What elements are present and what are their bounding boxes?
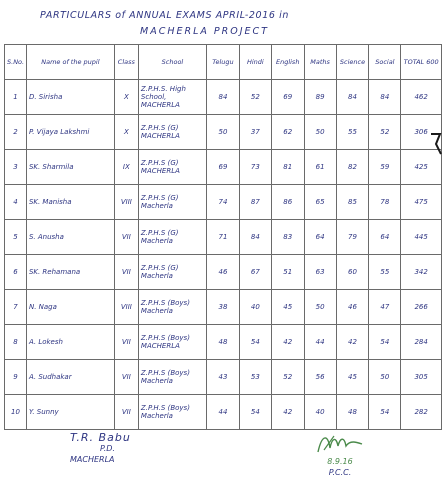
header-name: Name of the pupil bbox=[26, 45, 114, 80]
cell-hindi: 54 bbox=[239, 395, 271, 430]
header-social: Social bbox=[369, 45, 401, 80]
cell-english: 81 bbox=[271, 150, 304, 185]
table-body bbox=[5, 80, 442, 430]
cell-school: Z.P.H.S (Boys) Macherla bbox=[138, 290, 206, 325]
cell-sno: 3 bbox=[5, 150, 27, 185]
cell-name: A. Sudhakar bbox=[26, 360, 114, 395]
cell-class: X bbox=[114, 115, 138, 150]
cell-maths: 50 bbox=[304, 115, 336, 150]
cell-name: Y. Sunny bbox=[26, 395, 114, 430]
table-row bbox=[5, 185, 442, 220]
cell-maths: 61 bbox=[304, 150, 336, 185]
cell-sno: 10 bbox=[5, 395, 27, 430]
cell-science: 84 bbox=[336, 80, 369, 115]
signature-pcc-scrawl-icon bbox=[310, 430, 370, 456]
cell-hindi: 84 bbox=[239, 220, 271, 255]
cell-sno: 4 bbox=[5, 185, 27, 220]
cell-telugu: 84 bbox=[206, 80, 239, 115]
cell-maths: 44 bbox=[304, 325, 336, 360]
cell-hindi: 54 bbox=[239, 325, 271, 360]
cell-school: Z.P.H.S (Boys) Macherla bbox=[138, 360, 206, 395]
cell-name: S. Anusha bbox=[26, 220, 114, 255]
cell-total: 282 bbox=[401, 395, 442, 430]
cell-hindi: 52 bbox=[239, 80, 271, 115]
cell-english: 69 bbox=[271, 80, 304, 115]
cell-english: 52 bbox=[271, 360, 304, 395]
table-header bbox=[5, 45, 442, 80]
cell-school: Z.P.H.S (G) MACHERLA bbox=[138, 115, 206, 150]
signature-pd-scrawl: T.R. Babu bbox=[70, 431, 131, 444]
table-row bbox=[5, 360, 442, 395]
signature-block-pd bbox=[70, 432, 160, 465]
cell-social: 47 bbox=[369, 290, 401, 325]
cell-total: 342 bbox=[401, 255, 442, 290]
cell-telugu: 74 bbox=[206, 185, 239, 220]
cell-telugu: 44 bbox=[206, 395, 239, 430]
cell-class: IX bbox=[114, 150, 138, 185]
cell-total: 305 bbox=[401, 360, 442, 395]
cell-science: 79 bbox=[336, 220, 369, 255]
cell-social: 78 bbox=[369, 185, 401, 220]
cell-name: P. Vijaya Lakshmi bbox=[26, 115, 114, 150]
header-science: Science bbox=[336, 45, 369, 80]
cell-hindi: 87 bbox=[239, 185, 271, 220]
cell-science: 55 bbox=[336, 115, 369, 150]
cell-total: 462 bbox=[401, 80, 442, 115]
cell-school: Z.P.H.S (G) Macherla bbox=[138, 185, 206, 220]
cell-sno: 8 bbox=[5, 325, 27, 360]
signature-pd-role: P.D. bbox=[100, 444, 115, 453]
cell-science: 46 bbox=[336, 290, 369, 325]
cell-hindi: 67 bbox=[239, 255, 271, 290]
cell-name: D. Sirisha bbox=[26, 80, 114, 115]
header-total: TOTAL 600 bbox=[401, 45, 442, 80]
cell-social: 64 bbox=[369, 220, 401, 255]
cell-class: VIII bbox=[114, 290, 138, 325]
cell-school: Z.P.H.S (Boys) Macherla bbox=[138, 395, 206, 430]
cell-social: 59 bbox=[369, 150, 401, 185]
cell-english: 62 bbox=[271, 115, 304, 150]
cell-hindi: 40 bbox=[239, 290, 271, 325]
cell-telugu: 48 bbox=[206, 325, 239, 360]
cell-school: Z.P.H.S (G) Macherla bbox=[138, 220, 206, 255]
cell-science: 82 bbox=[336, 150, 369, 185]
cell-science: 60 bbox=[336, 255, 369, 290]
margin-tick-mark bbox=[428, 130, 444, 160]
title-line-1: PARTICULARS of ANNUAL EXAMS APRIL-2016 in bbox=[40, 10, 289, 21]
cell-social: 84 bbox=[369, 80, 401, 115]
signature-pd-place: MACHERLA bbox=[70, 455, 115, 464]
cell-class: VIII bbox=[114, 185, 138, 220]
header-sno: S.No. bbox=[5, 45, 27, 80]
cell-sno: 5 bbox=[5, 220, 27, 255]
cell-telugu: 38 bbox=[206, 290, 239, 325]
table-row bbox=[5, 395, 442, 430]
cell-hindi: 73 bbox=[239, 150, 271, 185]
table-row bbox=[5, 290, 442, 325]
cell-class: X bbox=[114, 80, 138, 115]
header-school: School bbox=[138, 45, 206, 80]
cell-school: Z.P.H.S (G) MACHERLA bbox=[138, 150, 206, 185]
cell-telugu: 46 bbox=[206, 255, 239, 290]
header-telugu: Telugu bbox=[206, 45, 239, 80]
cell-social: 52 bbox=[369, 115, 401, 150]
cell-total: 425 bbox=[401, 150, 442, 185]
header-maths: Maths bbox=[304, 45, 336, 80]
cell-sno: 1 bbox=[5, 80, 27, 115]
cell-maths: 63 bbox=[304, 255, 336, 290]
cell-hindi: 53 bbox=[239, 360, 271, 395]
cell-maths: 65 bbox=[304, 185, 336, 220]
title-line-2: MACHERLA PROJECT bbox=[140, 26, 269, 37]
cell-maths: 64 bbox=[304, 220, 336, 255]
cell-total: 475 bbox=[401, 185, 442, 220]
cell-telugu: 71 bbox=[206, 220, 239, 255]
table-row bbox=[5, 150, 442, 185]
cell-hindi: 37 bbox=[239, 115, 271, 150]
cell-sno: 6 bbox=[5, 255, 27, 290]
cell-maths: 89 bbox=[304, 80, 336, 115]
cell-english: 86 bbox=[271, 185, 304, 220]
cell-school: Z.P.H.S (Boys) MACHERLA bbox=[138, 325, 206, 360]
cell-english: 51 bbox=[271, 255, 304, 290]
cell-class: VII bbox=[114, 220, 138, 255]
cell-telugu: 43 bbox=[206, 360, 239, 395]
cell-telugu: 50 bbox=[206, 115, 239, 150]
cell-school: Z.P.H.S (G) Macherla bbox=[138, 255, 206, 290]
cell-class: VII bbox=[114, 255, 138, 290]
cell-science: 48 bbox=[336, 395, 369, 430]
cell-telugu: 69 bbox=[206, 150, 239, 185]
table-row bbox=[5, 255, 442, 290]
signature-pcc-role: P.C.C. bbox=[328, 468, 352, 477]
cell-total: 445 bbox=[401, 220, 442, 255]
cell-total: 284 bbox=[401, 325, 442, 360]
table-row bbox=[5, 325, 442, 360]
cell-class: VII bbox=[114, 360, 138, 395]
cell-class: VII bbox=[114, 325, 138, 360]
header-class: Class bbox=[114, 45, 138, 80]
cell-name: SK. Rehamana bbox=[26, 255, 114, 290]
cell-maths: 56 bbox=[304, 360, 336, 395]
signature-block-pcc bbox=[300, 430, 380, 478]
cell-english: 42 bbox=[271, 395, 304, 430]
cell-social: 50 bbox=[369, 360, 401, 395]
cell-name: SK. Sharmila bbox=[26, 150, 114, 185]
signature-pcc-date: 8.9.16 bbox=[327, 457, 353, 466]
cell-science: 45 bbox=[336, 360, 369, 395]
cell-english: 45 bbox=[271, 290, 304, 325]
cell-english: 83 bbox=[271, 220, 304, 255]
cell-total: 266 bbox=[401, 290, 442, 325]
cell-name: A. Lokesh bbox=[26, 325, 114, 360]
cell-social: 55 bbox=[369, 255, 401, 290]
cell-school: Z.P.H.S. High School, MACHERLA bbox=[138, 80, 206, 115]
cell-social: 54 bbox=[369, 325, 401, 360]
cell-total: 306 bbox=[401, 115, 442, 150]
table-row bbox=[5, 80, 442, 115]
cell-social: 54 bbox=[369, 395, 401, 430]
cell-maths: 40 bbox=[304, 395, 336, 430]
marks-table bbox=[4, 44, 442, 430]
cell-science: 42 bbox=[336, 325, 369, 360]
cell-science: 85 bbox=[336, 185, 369, 220]
header-hindi: Hindi bbox=[239, 45, 271, 80]
cell-sno: 7 bbox=[5, 290, 27, 325]
table-row bbox=[5, 220, 442, 255]
table-row bbox=[5, 115, 442, 150]
header-english: English bbox=[271, 45, 304, 80]
cell-name: N. Naga bbox=[26, 290, 114, 325]
cell-name: SK. Manisha bbox=[26, 185, 114, 220]
cell-sno: 9 bbox=[5, 360, 27, 395]
cell-english: 42 bbox=[271, 325, 304, 360]
cell-class: VII bbox=[114, 395, 138, 430]
cell-maths: 50 bbox=[304, 290, 336, 325]
cell-sno: 2 bbox=[5, 115, 27, 150]
